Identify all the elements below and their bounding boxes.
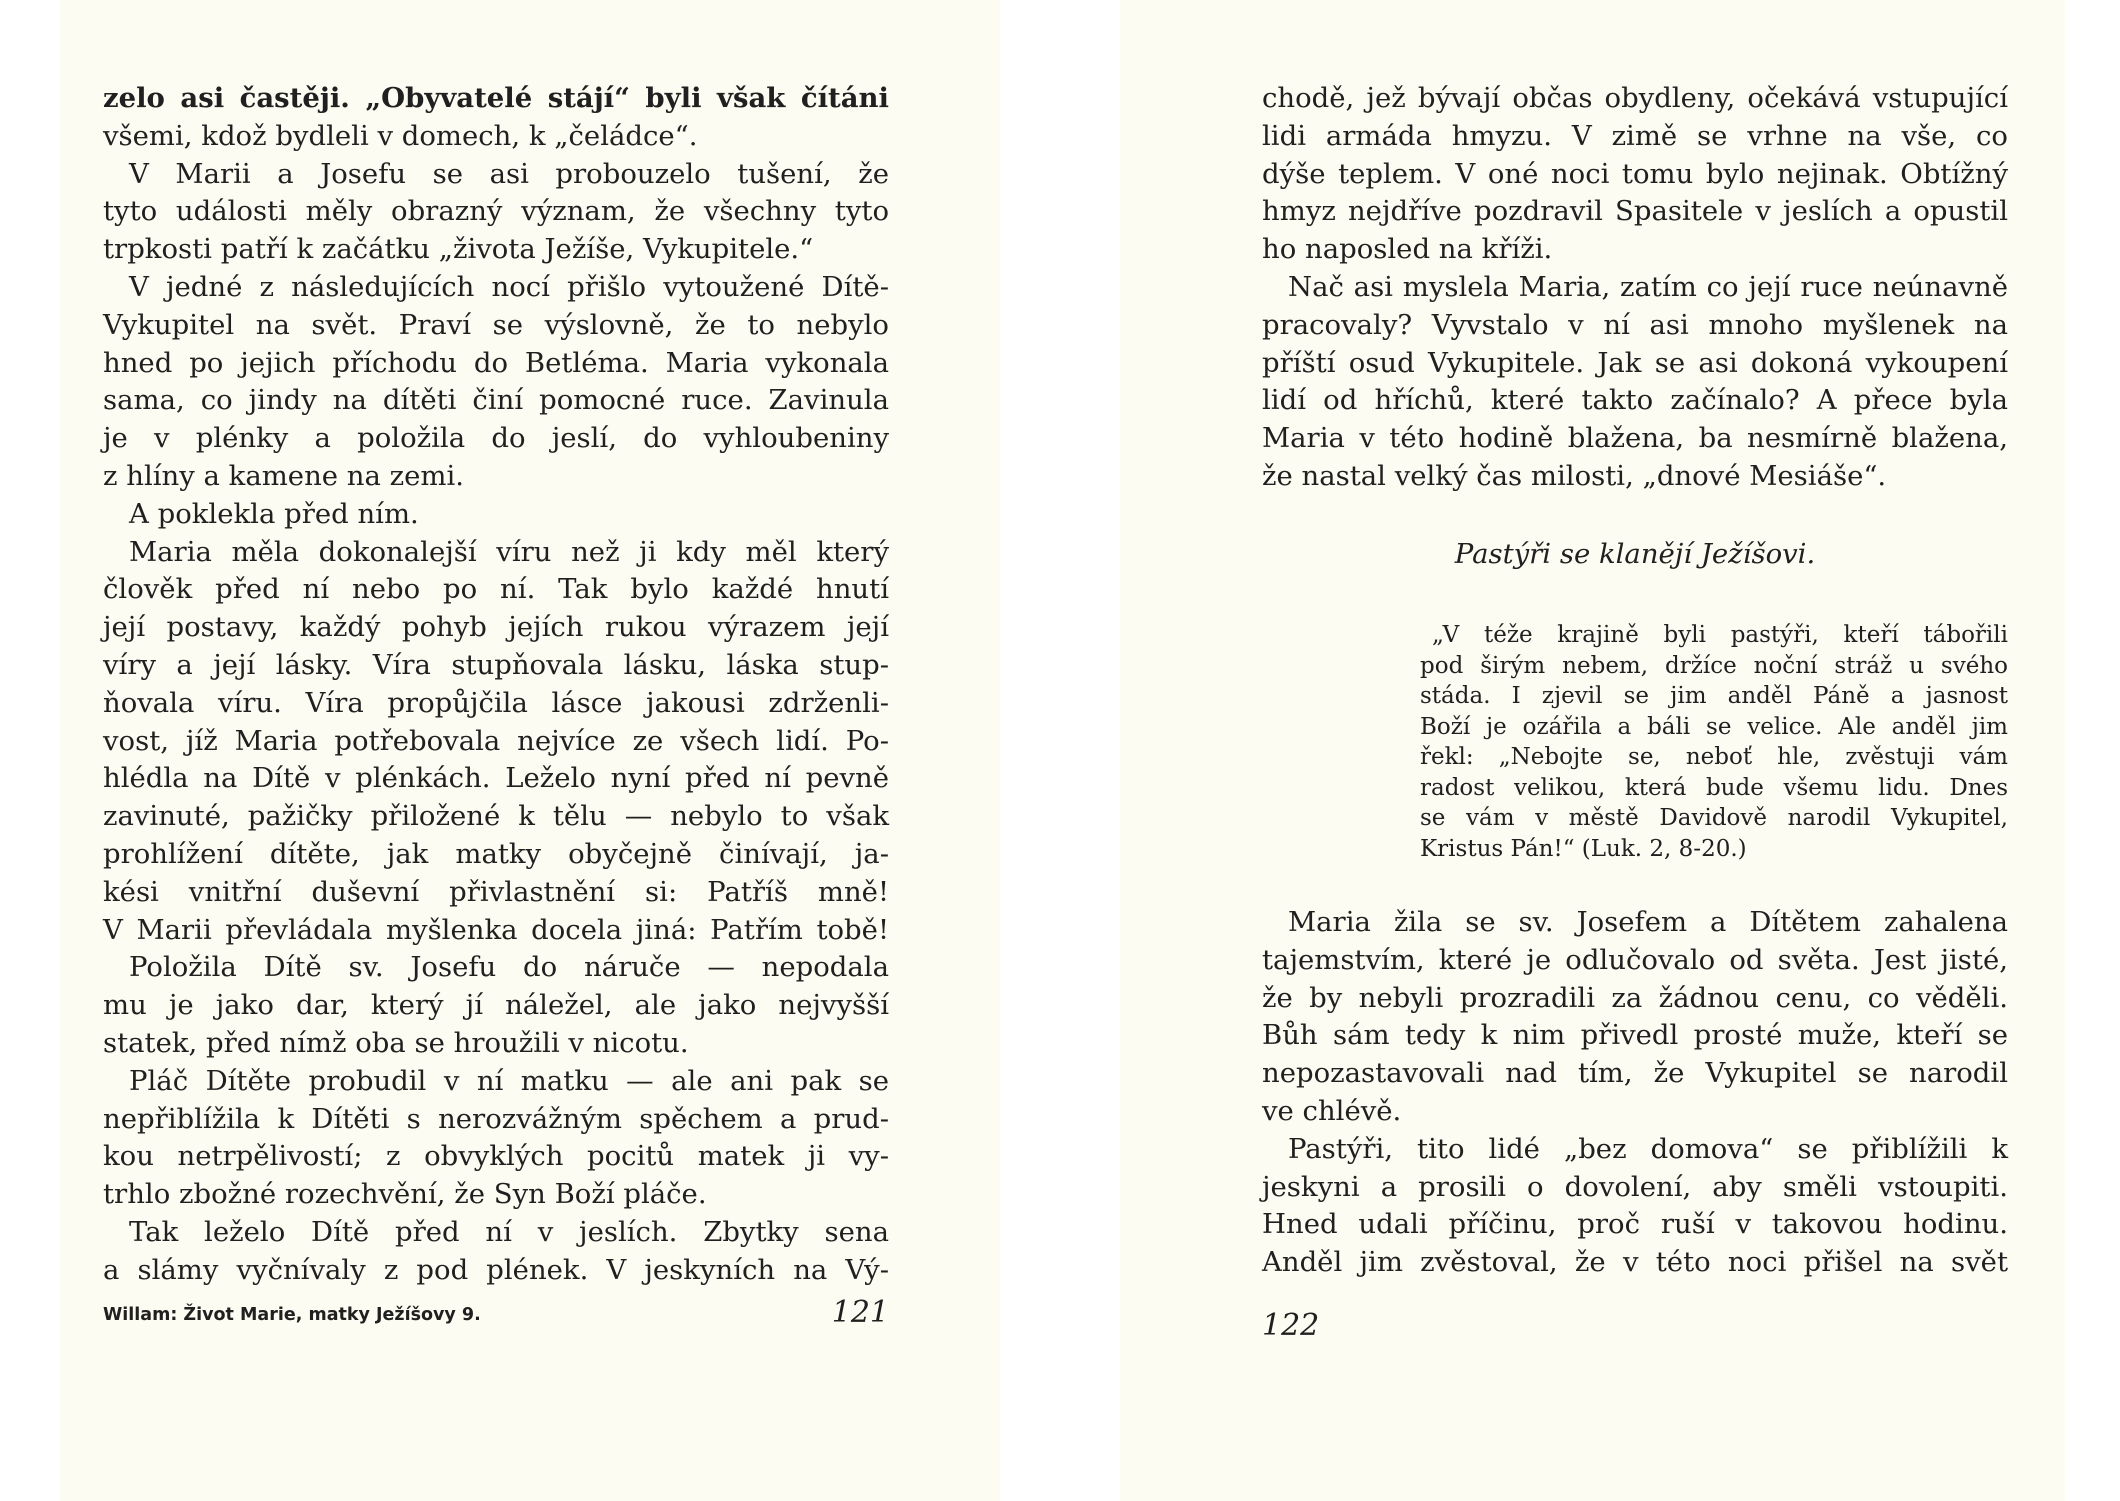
text-line: prohlížení dítěte, jak matky obyčejně činívají, ja- — [103, 837, 889, 870]
text-line: jeskyni a prosili o dovolení, aby směli vstoupiti. — [1262, 1170, 2008, 1203]
text-line: vost, jíž Maria potřebovala nejvíce ze všech lidí. Po- — [103, 724, 889, 757]
text-line: člověk před ní nebo po ní. Tak bylo každé hnutí — [103, 573, 889, 606]
text-line: zelo asi častěji. „Obyvatelé stájí“ byli však čítáni — [103, 82, 889, 114]
text-line: Tak leželo Dítě před ní v jeslích. Zbytky sena — [129, 1215, 889, 1248]
text-line: sama, co jindy na dítěti činí pomocné ruce. Zavinula — [103, 384, 889, 417]
quote-line: „V téže krajině byli pastýři, kteří tábořili — [1432, 622, 2008, 648]
quote-line: stáda. I zjevil se jim anděl Páně a jasnost — [1420, 683, 2008, 709]
right-page-upper-text — [1262, 80, 2008, 496]
text-line: A poklekla před ním. — [129, 497, 419, 530]
page-number: 122 — [1262, 1308, 1320, 1343]
text-line: tyto události měly obrazný význam, že všechny tyto — [103, 195, 889, 228]
page-number: 121 — [831, 1295, 889, 1330]
text-line: že by nebyli prozradili za žádnou cenu, co věděli. — [1262, 981, 2008, 1014]
text-line: V jedné z následujících nocí přišlo vytoužené Dítě- — [129, 270, 889, 303]
text-line: zavinuté, pažičky přiložené k tělu — nebylo to však — [103, 800, 889, 833]
text-line: Hned udali příčinu, proč ruší v takovou hodinu. — [1262, 1208, 2008, 1241]
text-line: Pláč Dítěte probudil v ní matku — ale ani pak se — [129, 1064, 889, 1097]
text-line: hlédla na Dítě v plénkách. Leželo nyní před ní pevně — [103, 762, 889, 795]
text-line: její postavy, každý pohyb jejích rukou výrazem její — [103, 611, 889, 644]
quote-line: řekl: „Nebojte se, neboť hle, zvěstuji vám — [1420, 744, 2008, 770]
text-line: příští osud Vykupitele. Jak se asi dokoná vykoupení — [1262, 346, 2008, 379]
quote-line: radost velikou, která bude všemu lidu. Dnes — [1420, 774, 2008, 801]
text-line: Maria měla dokonalejší víru než ji kdy měl který — [129, 535, 889, 568]
text-line: V Marii a Josefu se asi probouzelo tušení, že — [129, 157, 889, 190]
text-line: kési vnitřní duševní přivlastnění si: Patříš mně! — [103, 875, 889, 908]
text-line: tajemstvím, které je odlučovalo od světa. Jest jisté, — [1262, 943, 2008, 976]
text-line: víry a její lásky. Víra stupňovala lásku, láska stup- — [103, 648, 889, 681]
text-line: statek, před nímž oba se hroužili v nicotu. — [103, 1026, 689, 1059]
text-line: hned po jejich příchodu do Betléma. Maria vykonala — [103, 346, 889, 379]
quote-line: Kristus Pán!“ (Luk. 2, 8-20.) — [1420, 835, 1747, 862]
text-line: chodě, jež bývají občas obydleny, očekává vstupující — [1262, 82, 2008, 114]
text-line: pracovaly? Vyvstalo v ní asi mnoho myšlenek na — [1262, 308, 2008, 341]
text-line: trpkosti patří k začátku „života Ježíše, Vykupitele.“ — [103, 233, 814, 266]
right-page-lower-text — [1262, 904, 2008, 1282]
text-line: Maria v této hodině blažena, ba nesmírně blažena, — [1262, 422, 2008, 455]
text-line: ve chlévě. — [1262, 1094, 1402, 1127]
text-line: ho naposled na kříži. — [1262, 233, 1553, 266]
text-line: Vykupitel na svět. Praví se výslovně, že to nebylo — [103, 308, 889, 341]
text-line: hmyz nejdříve pozdravil Spasitele v jeslích a opustil — [1262, 195, 2008, 228]
quote-line: se vám v městě Davidově narodil Vykupitel, — [1420, 805, 2008, 831]
right-page — [1120, 0, 2065, 1501]
section-heading: Pastýři se klanějí Ježíšovi. — [1454, 538, 1816, 570]
book-signature-footer: Willam: Život Marie, matky Ježíšovy 9. — [103, 1305, 481, 1325]
text-line: Maria žila se sv. Josefem a Dítětem zahalena — [1288, 906, 2008, 938]
text-line: ňovala víru. Víra propůjčila lásce jakousi zdrženli- — [103, 686, 889, 719]
text-line: všemi, kdož bydleli v domech, k „čeládce“. — [103, 119, 698, 152]
left-page — [60, 0, 1000, 1501]
text-line: V Marii převládala myšlenka docela jiná: Patřím tobě! — [103, 913, 889, 946]
left-page-text — [103, 80, 889, 1290]
quote-line: pod širým nebem, držíce noční stráž u svého — [1420, 652, 2008, 679]
text-line: nepozastavovali nad tím, že Vykupitel se narodil — [1262, 1057, 2008, 1090]
text-line: kou netrpělivostí; z obvyklých pocitů matek ji vy- — [103, 1140, 889, 1173]
text-line: nepřiblížila k Dítěti s nerozvážným spěchem a prud- — [103, 1102, 889, 1135]
text-line: Bůh sám tedy k nim přivedl prosté muže, kteří se — [1262, 1019, 2008, 1052]
text-line: je v plénky a položila do jeslí, do vyhloubeniny — [103, 422, 889, 455]
text-line: mu je jako dar, který jí náležel, ale jako nejvyšší — [103, 989, 889, 1022]
text-line: lidí od hříchů, které takto začínalo? A přece byla — [1262, 384, 2008, 417]
text-line: z hlíny a kamene na zemi. — [103, 459, 465, 492]
text-line: a slámy vyčnívaly z pod plének. V jeskyních na Vý- — [103, 1253, 889, 1286]
text-line: lidi armáda hmyzu. V zimě se vrhne na vše, co — [1262, 119, 2008, 152]
scripture-quote — [1420, 620, 2008, 864]
text-line: Nač asi myslela Maria, zatím co její ruce neúnavně — [1288, 270, 2008, 303]
text-line: trhlo zbožné rozechvění, že Syn Boží pláče. — [103, 1178, 707, 1211]
quote-line: Boží je ozářila a báli se velice. Ale anděl jim — [1420, 713, 2008, 740]
text-line: Položila Dítě sv. Josefu do náruče — nepodala — [129, 951, 889, 984]
text-line: dýše teplem. V oné noci tomu bylo nejinak. Obtížný — [1262, 157, 2008, 190]
text-line: Anděl jim zvěstoval, že v této noci přišel na svět — [1262, 1246, 2008, 1279]
text-line: Pastýři, tito lidé „bez domova“ se přiblížili k — [1288, 1132, 2008, 1165]
text-line: že nastal velký čas milosti, „dnové Mesiáše“. — [1262, 459, 1887, 492]
